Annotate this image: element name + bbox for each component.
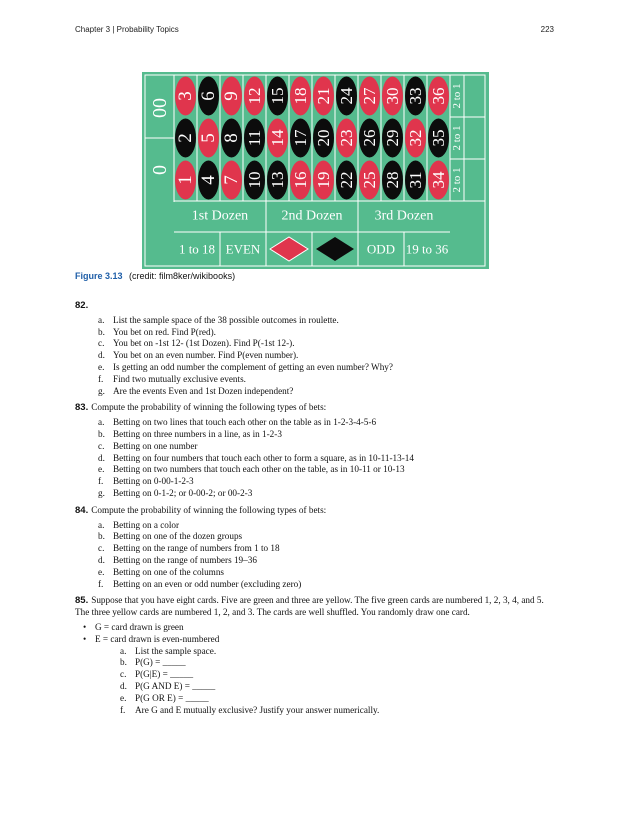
item-letter: e. <box>98 566 105 577</box>
number-label: 22 <box>337 171 356 189</box>
number-label: 12 <box>245 87 264 105</box>
item-text: Betting on four numbers that touch each other to form a square, as in 10-11-13-14 <box>113 452 414 463</box>
zero-label: 0 <box>149 165 171 175</box>
item-letter: d. <box>98 452 105 463</box>
number-label: 18 <box>291 87 310 105</box>
number-label: 9 <box>221 91 242 101</box>
exercise-prompt: Suppose that you have eight cards. Five are green and three are yellow. The five green cards are numbered 1, 2, 3, 4, and 5. The three yellow cards are numbered 1, 2, and 3. The cards are well shuffled. You randomly draw one card. <box>75 595 544 618</box>
item-text: Betting on a color <box>113 519 180 530</box>
number-label: 34 <box>429 171 448 189</box>
list-item <box>98 429 557 441</box>
item-text: Betting on 0-1-2; or 0-00-2; or 00-2-3 <box>113 487 253 498</box>
list-item <box>98 543 557 555</box>
number-label: 3 <box>175 91 196 101</box>
list-item <box>98 567 557 579</box>
number-label: 8 <box>221 133 242 143</box>
exercise-85-items <box>75 646 557 717</box>
list-item <box>98 555 557 567</box>
dozen-label: 3rd Dozen <box>374 208 434 224</box>
exercise-number: 83. <box>75 402 89 414</box>
number-label: 16 <box>291 171 310 189</box>
number-label: 2 <box>175 133 196 143</box>
list-item <box>98 531 557 543</box>
list-item <box>98 417 557 429</box>
item-text: P(G AND E) = _____ <box>135 680 216 691</box>
bullet-item <box>83 634 557 646</box>
list-item <box>98 386 557 398</box>
figure-caption <box>75 271 235 281</box>
list-item <box>98 579 557 591</box>
item-letter: c. <box>98 543 105 554</box>
item-text: P(G|E) = _____ <box>135 669 194 680</box>
exercise-83-heading <box>75 402 557 414</box>
outside-bet-label: ODD <box>366 241 396 257</box>
exercise-84-items <box>75 520 557 591</box>
item-text: You bet on red. Find P(red). <box>113 326 216 337</box>
number-label: 13 <box>268 171 287 189</box>
item-text: Betting on the range of numbers from 1 to 18 <box>113 543 280 554</box>
item-letter: a. <box>98 417 105 428</box>
list-item <box>98 520 557 532</box>
item-text: List the sample space of the 38 possible outcomes in roulette. <box>113 314 339 325</box>
exercise-85-heading <box>75 595 557 619</box>
outside-bet-label: 1 to 18 <box>178 241 216 257</box>
number-label: 19 <box>314 171 333 189</box>
item-letter: d. <box>98 554 105 565</box>
figure-credit: (credit: film8ker/wikibooks) <box>129 271 236 281</box>
number-label: 15 <box>268 87 287 105</box>
running-header-chapter: Chapter 3 | Probability Topics <box>75 25 179 34</box>
item-letter: a. <box>120 645 127 656</box>
exercise-number: 84. <box>75 504 89 516</box>
number-label: 24 <box>337 87 356 105</box>
exercise-prompt: Compute the probability of winning the following types of bets: <box>91 504 327 515</box>
event-definition: E = card drawn is even-numbered <box>95 633 220 644</box>
item-text: You bet on an even number. Find P(even number). <box>113 350 299 361</box>
number-label: 27 <box>360 87 379 105</box>
double-zero-label: 00 <box>149 98 171 118</box>
number-label: 32 <box>406 129 425 147</box>
list-item <box>98 488 557 500</box>
list-item <box>120 657 557 669</box>
item-text: Betting on one of the dozen groups <box>113 531 243 542</box>
item-letter: c. <box>98 440 105 451</box>
item-letter: b. <box>120 657 127 668</box>
number-label: 7 <box>221 175 242 185</box>
bullet-icon: • <box>83 633 87 644</box>
item-letter: a. <box>98 519 105 530</box>
list-item <box>120 705 557 717</box>
bullet-item <box>83 622 557 634</box>
number-label: 20 <box>314 129 333 147</box>
exercise-82-heading <box>75 300 557 312</box>
column-bet-label: 2 to 1 <box>451 83 463 109</box>
exercise-number: 82. <box>75 300 89 311</box>
item-letter: e. <box>98 464 105 475</box>
item-text: Are the events Even and 1st Dozen independent? <box>113 385 294 396</box>
event-definition: G = card drawn is green <box>95 621 184 632</box>
item-text: Are G and E mutually exclusive? Justify your answer numerically. <box>135 704 380 715</box>
item-letter: b. <box>98 428 105 439</box>
list-item <box>120 681 557 693</box>
exercise-prompt: Compute the probability of winning the following types of bets: <box>91 402 327 413</box>
number-label: 29 <box>383 129 402 147</box>
item-letter: b. <box>98 326 105 337</box>
item-letter: f. <box>98 578 104 589</box>
list-item <box>120 669 557 681</box>
list-item <box>98 362 557 374</box>
page-number: 223 <box>540 25 554 34</box>
item-text: Find two mutually exclusive events. <box>113 373 246 384</box>
item-letter: f. <box>98 476 104 487</box>
item-letter: g. <box>98 487 105 498</box>
number-label: 36 <box>429 87 448 105</box>
list-item <box>98 374 557 386</box>
item-text: List the sample space. <box>135 645 217 656</box>
exercise-84-heading <box>75 505 557 517</box>
exercise-83-items <box>75 417 557 500</box>
dozen-label: 1st Dozen <box>191 208 249 224</box>
list-item <box>98 453 557 465</box>
item-letter: d. <box>98 350 105 361</box>
item-letter: f. <box>120 704 126 715</box>
item-text: You bet on -1st 12- (1st Dozen). Find P(-1st 12-). <box>113 338 295 349</box>
item-letter: e. <box>98 361 105 372</box>
roulette-table-figure <box>142 72 489 269</box>
list-item <box>98 441 557 453</box>
list-item <box>98 350 557 362</box>
number-label: 25 <box>360 171 379 189</box>
list-item <box>98 476 557 488</box>
item-text: Betting on an even or odd number (excluding zero) <box>113 578 302 589</box>
item-letter: f. <box>98 373 104 384</box>
number-label: 35 <box>429 129 448 147</box>
item-text: P(G OR E) = _____ <box>135 692 209 703</box>
exercise-content <box>75 300 557 716</box>
item-text: Betting on two numbers that touch each other on the table, as in 10-11 or 10-13 <box>113 464 405 475</box>
number-label: 26 <box>360 129 379 147</box>
list-item <box>120 646 557 658</box>
list-item <box>98 464 557 476</box>
event-definitions <box>75 622 557 646</box>
number-label: 30 <box>383 87 402 105</box>
number-label: 33 <box>406 87 425 105</box>
list-item <box>98 338 557 350</box>
bullet-icon: • <box>83 621 87 632</box>
item-letter: g. <box>98 385 105 396</box>
number-label: 1 <box>175 175 196 185</box>
item-text: Betting on the range of numbers 19–36 <box>113 554 257 565</box>
number-label: 23 <box>337 129 356 147</box>
figure-label: Figure 3.13 <box>75 271 123 281</box>
item-text: Betting on two lines that touch each other on the table as in 1-2-3-4-5-6 <box>113 417 377 428</box>
number-label: 4 <box>198 175 219 185</box>
list-item <box>120 693 557 705</box>
exercise-82-items <box>75 315 557 398</box>
number-label: 28 <box>383 171 402 189</box>
item-letter: b. <box>98 531 105 542</box>
outside-bet-label: 19 to 36 <box>405 241 449 257</box>
number-label: 31 <box>406 171 425 189</box>
number-label: 14 <box>268 129 287 147</box>
list-item <box>98 327 557 339</box>
item-text: P(G) = _____ <box>135 657 186 668</box>
exercise-number: 85. <box>75 595 89 607</box>
number-label: 10 <box>245 171 264 189</box>
number-label: 6 <box>198 91 219 101</box>
column-bet-label: 2 to 1 <box>451 167 463 193</box>
item-letter: e. <box>120 692 127 703</box>
item-text: Betting on one of the columns <box>113 566 224 577</box>
number-label: 5 <box>198 133 219 143</box>
item-letter: c. <box>98 338 105 349</box>
item-text: Betting on three numbers in a line, as in 1-2-3 <box>113 428 282 439</box>
number-label: 17 <box>291 129 310 147</box>
item-letter: c. <box>120 669 127 680</box>
item-text: Betting on one number <box>113 440 198 451</box>
item-letter: d. <box>120 680 127 691</box>
list-item <box>98 315 557 327</box>
number-label: 11 <box>245 129 264 147</box>
outside-bet-label: EVEN <box>225 241 261 257</box>
number-label: 21 <box>314 87 333 105</box>
item-text: Is getting an odd number the complement of getting an even number? Why? <box>113 361 393 372</box>
item-letter: a. <box>98 314 105 325</box>
column-bet-label: 2 to 1 <box>451 125 463 151</box>
dozen-label: 2nd Dozen <box>281 208 343 224</box>
item-text: Betting on 0-00-1-2-3 <box>113 476 194 487</box>
